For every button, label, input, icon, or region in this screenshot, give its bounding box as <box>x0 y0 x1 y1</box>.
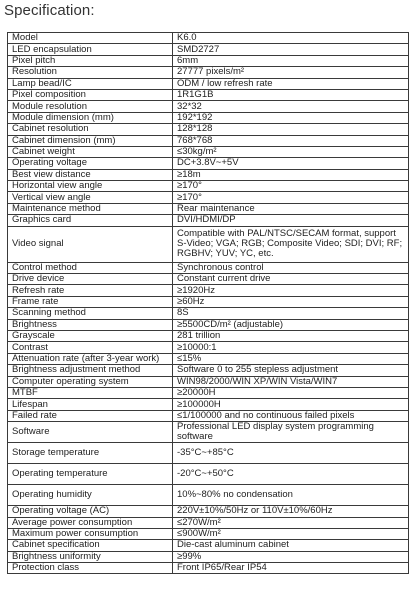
spec-label: Scanning method <box>8 308 173 319</box>
spec-label: Protection class <box>8 563 173 574</box>
spec-row <box>8 89 409 100</box>
spec-row <box>8 517 409 528</box>
spec-row <box>8 78 409 89</box>
spec-value: ≥60Hz <box>173 296 409 307</box>
spec-label: Frame rate <box>8 296 173 307</box>
spec-label: Video signal <box>8 226 173 262</box>
spec-value: 1R1G1B <box>173 89 409 100</box>
spec-table <box>7 32 409 574</box>
spec-value: DVI/HDMI/DP <box>173 215 409 226</box>
spec-label: Horizontal view angle <box>8 181 173 192</box>
spec-value: -20°C~+50°C <box>173 464 409 485</box>
spec-value: Constant current drive <box>173 274 409 285</box>
spec-label: Graphics card <box>8 215 173 226</box>
spec-row <box>8 387 409 398</box>
spec-row <box>8 528 409 539</box>
spec-label: Pixel composition <box>8 89 173 100</box>
spec-value: 6mm <box>173 55 409 66</box>
spec-row <box>8 192 409 203</box>
spec-row <box>8 353 409 364</box>
spec-row <box>8 308 409 319</box>
spec-value: ≥20000H <box>173 387 409 398</box>
spec-label: Drive device <box>8 274 173 285</box>
spec-value: 768*768 <box>173 135 409 146</box>
spec-row <box>8 215 409 226</box>
spec-value: ≤30kg/m² <box>173 146 409 157</box>
spec-value: Software 0 to 255 stepless adjustment <box>173 365 409 376</box>
spec-value: DC+3.8V~+5V <box>173 158 409 169</box>
spec-label: Operating voltage (AC) <box>8 506 173 517</box>
spec-label: Storage temperature <box>8 443 173 464</box>
spec-value: K6.0 <box>173 33 409 44</box>
spec-row <box>8 410 409 421</box>
spec-row <box>8 485 409 506</box>
spec-label: Operating humidity <box>8 485 173 506</box>
spec-row <box>8 274 409 285</box>
spec-label: Brightness <box>8 319 173 330</box>
spec-row <box>8 135 409 146</box>
spec-value: 128*128 <box>173 124 409 135</box>
spec-value: ≤1/100000 and no continuous failed pixels <box>173 410 409 421</box>
spec-row <box>8 506 409 517</box>
spec-label: Module dimension (mm) <box>8 112 173 123</box>
spec-row <box>8 158 409 169</box>
spec-label: Failed rate <box>8 410 173 421</box>
spec-label: Maximum power consumption <box>8 528 173 539</box>
spec-row <box>8 101 409 112</box>
spec-label: Software <box>8 422 173 443</box>
page-title: Specification: <box>4 2 95 19</box>
spec-value: ≥99% <box>173 551 409 562</box>
spec-value: 220V±10%/50Hz or 110V±10%/60Hz <box>173 506 409 517</box>
spec-label: Pixel pitch <box>8 55 173 66</box>
spec-row <box>8 365 409 376</box>
spec-label: Operating voltage <box>8 158 173 169</box>
spec-value: Professional LED display system programming software <box>173 422 409 443</box>
spec-label: Maintenance method <box>8 203 173 214</box>
spec-label: Cabinet specification <box>8 540 173 551</box>
spec-row <box>8 226 409 262</box>
spec-value: ≥18m <box>173 169 409 180</box>
spec-row <box>8 124 409 135</box>
spec-table-body <box>8 33 409 574</box>
spec-label: Grayscale <box>8 330 173 341</box>
spec-row <box>8 563 409 574</box>
spec-label: Cabinet resolution <box>8 124 173 135</box>
spec-row <box>8 330 409 341</box>
spec-row <box>8 112 409 123</box>
spec-label: Average power consumption <box>8 517 173 528</box>
spec-value: ≥5500CD/m² (adjustable) <box>173 319 409 330</box>
spec-label: Vertical view angle <box>8 192 173 203</box>
spec-value: Synchronous control <box>173 262 409 273</box>
spec-row <box>8 146 409 157</box>
spec-row <box>8 422 409 443</box>
spec-row <box>8 67 409 78</box>
spec-value: Front IP65/Rear IP54 <box>173 563 409 574</box>
spec-value: 281 trillion <box>173 330 409 341</box>
spec-row <box>8 464 409 485</box>
spec-label: Module resolution <box>8 101 173 112</box>
spec-value: ≤15% <box>173 353 409 364</box>
spec-row <box>8 181 409 192</box>
spec-row <box>8 399 409 410</box>
spec-value: ≥10000:1 <box>173 342 409 353</box>
spec-label: Model <box>8 33 173 44</box>
spec-label: Resolution <box>8 67 173 78</box>
spec-label: Contrast <box>8 342 173 353</box>
spec-value: 192*192 <box>173 112 409 123</box>
spec-row <box>8 55 409 66</box>
spec-row <box>8 296 409 307</box>
spec-row <box>8 319 409 330</box>
spec-label: Cabinet weight <box>8 146 173 157</box>
spec-label: LED encapsulation <box>8 44 173 55</box>
spec-label: Cabinet dimension (mm) <box>8 135 173 146</box>
spec-value: ≥170° <box>173 181 409 192</box>
spec-value: Compatible with PAL/NTSC/SECAM format, support S-Video; VGA; RGB; Composite Video; SDI; DVI; RF; RGBHV; YUV; YC, etc. <box>173 226 409 262</box>
spec-value: Rear maintenance <box>173 203 409 214</box>
spec-label: Operating temperature <box>8 464 173 485</box>
spec-label: Brightness uniformity <box>8 551 173 562</box>
spec-row <box>8 203 409 214</box>
spec-row <box>8 33 409 44</box>
spec-value: SMD2727 <box>173 44 409 55</box>
spec-label: MTBF <box>8 387 173 398</box>
spec-row <box>8 169 409 180</box>
spec-label: Lamp bead/IC <box>8 78 173 89</box>
spec-value: ≥100000H <box>173 399 409 410</box>
spec-value: ≥170° <box>173 192 409 203</box>
spec-row <box>8 540 409 551</box>
spec-label: Computer operating system <box>8 376 173 387</box>
spec-label: Lifespan <box>8 399 173 410</box>
spec-row <box>8 262 409 273</box>
spec-label: Refresh rate <box>8 285 173 296</box>
spec-value: ≤270W/m² <box>173 517 409 528</box>
spec-value: ≤900W/m² <box>173 528 409 539</box>
spec-value: 32*32 <box>173 101 409 112</box>
spec-value: ODM / low refresh rate <box>173 78 409 89</box>
spec-row <box>8 285 409 296</box>
spec-value: WIN98/2000/WIN XP/WIN Vista/WIN7 <box>173 376 409 387</box>
spec-row <box>8 443 409 464</box>
spec-label: Best view distance <box>8 169 173 180</box>
spec-row <box>8 44 409 55</box>
spec-value: ≥1920Hz <box>173 285 409 296</box>
spec-label: Attenuation rate (after 3-year work) <box>8 353 173 364</box>
spec-value: 27777 pixels/m² <box>173 67 409 78</box>
spec-value: Die-cast aluminum cabinet <box>173 540 409 551</box>
spec-value: 10%~80% no condensation <box>173 485 409 506</box>
spec-value: 8S <box>173 308 409 319</box>
spec-value: -35°C~+85°C <box>173 443 409 464</box>
spec-row <box>8 376 409 387</box>
spec-row <box>8 551 409 562</box>
spec-label: Control method <box>8 262 173 273</box>
spec-row <box>8 342 409 353</box>
spec-label: Brightness adjustment method <box>8 365 173 376</box>
